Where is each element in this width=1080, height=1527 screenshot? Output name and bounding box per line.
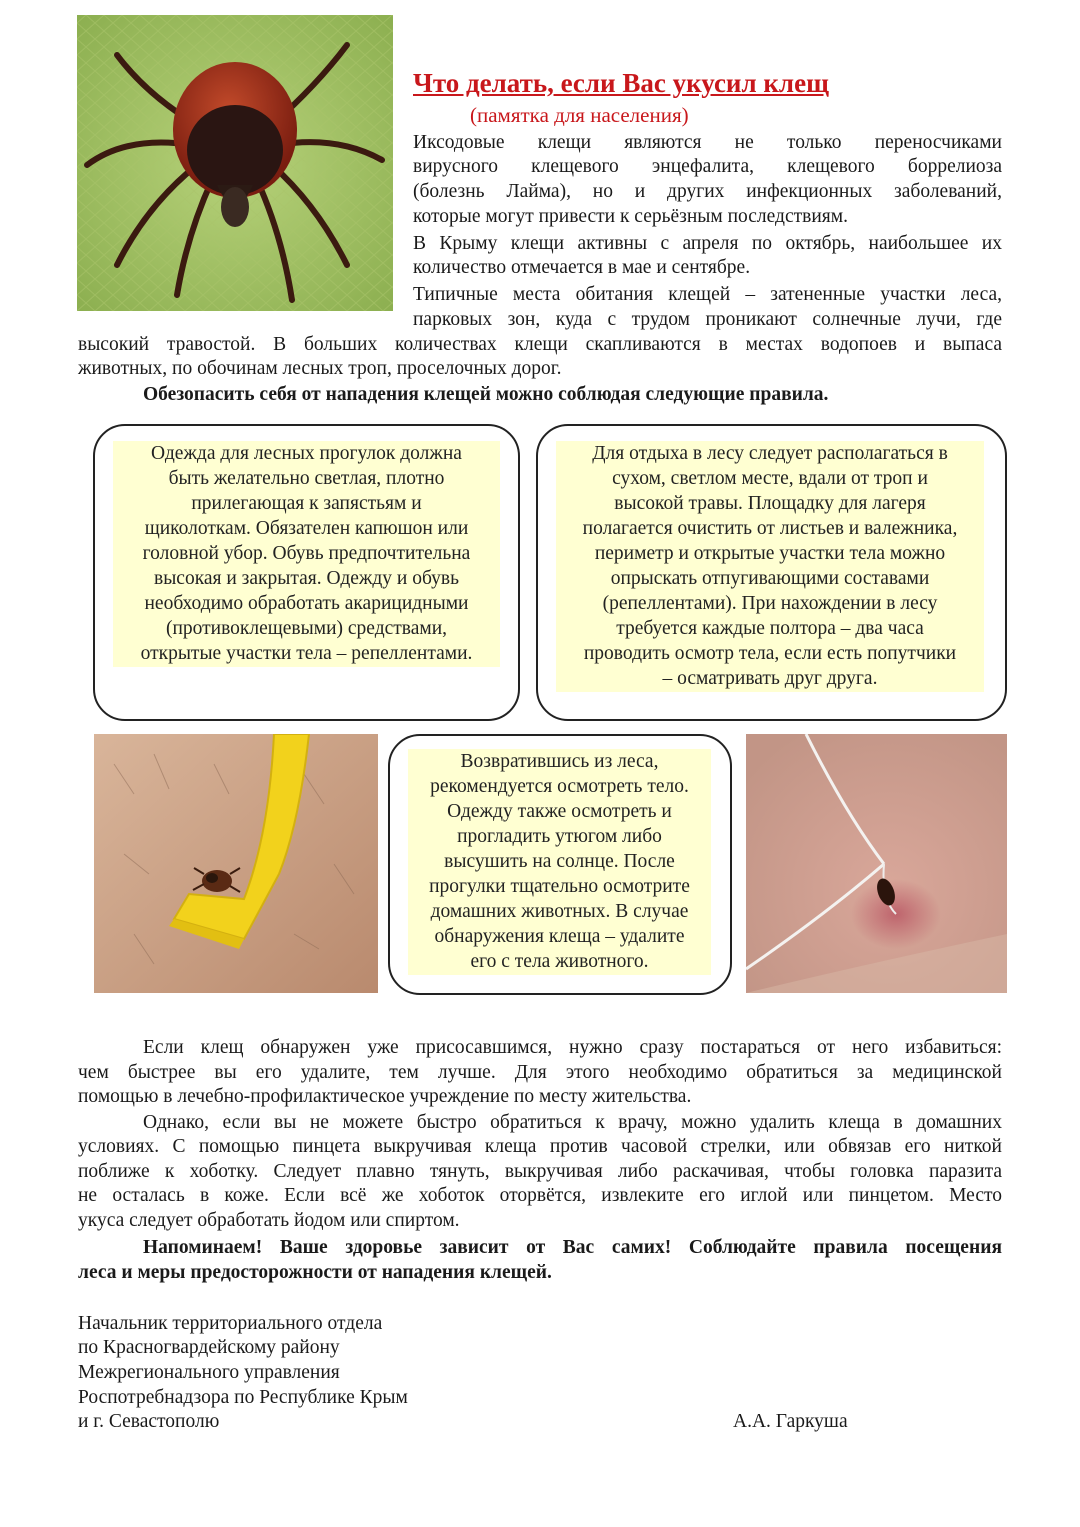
rest-rule-text <box>556 441 984 692</box>
reminder-line: Напоминаем! Ваше здоровье зависит от Вас самих! Соблюдайте правила посещения <box>143 1237 1002 1258</box>
home-line: Однако, если вы не можете быстро обратиться к врачу, можно удалить клеща в домашних <box>143 1112 1002 1133</box>
clothing-line: прилегающая к запястьям и <box>191 493 422 514</box>
return-line: Возвратившись из леса, <box>460 751 659 772</box>
habitat-line: животных, по обочинам лесных троп, проселочных дорог. <box>78 358 562 379</box>
signature-line: Межрегионального управления <box>78 1362 340 1383</box>
crimea-line: количество отмечается в мае и сентябре. <box>413 257 751 278</box>
clothing-line: быть желательно светлая, плотно <box>168 468 445 489</box>
habitat-line: высокий травостой. В больших количествах клещи скапливаются в местах водопоев и выпаса <box>78 334 1002 355</box>
intro-line: (болезнь Лайма), но и других инфекционных заболеваний, <box>413 181 1002 202</box>
page-subtitle: (памятка для населения) <box>470 103 689 127</box>
page-title: Что делать, если Вас укусил клещ <box>413 68 829 98</box>
clothing-line: головной убор. Обувь предпочтительна <box>142 543 471 564</box>
clothing-line: Одежда для лесных прогулок должна <box>151 443 462 464</box>
clothing-line: высокая и закрытая. Одежду и обувь <box>153 568 460 589</box>
rest-line: периметр и открытые участки тела можно <box>594 543 946 564</box>
tick-remover-photo <box>94 734 378 993</box>
clothing-line: необходимо обработать акарицидными <box>144 593 469 614</box>
crimea-line: В Крыму клещи активны с апреля по октябрь, наибольшее их <box>413 233 1002 254</box>
return-line: высушить на солнце. После <box>444 851 675 872</box>
home-line: укуса следует обработать йодом или спиртом. <box>78 1210 460 1231</box>
rest-line: требуется каждые полтора – два часа <box>616 618 924 639</box>
tick-photo <box>77 15 393 311</box>
intro-line: вирусного клещевого энцефалита, клещевого боррелиоза <box>413 156 1002 177</box>
rules-heading: Обезопасить себя от нападения клещей можно соблюдая следующие правила. <box>143 384 829 405</box>
return-line: прогулки тщательно осмотрите <box>429 876 690 897</box>
rest-line: полагается очистить от листьев и валежника, <box>582 518 958 539</box>
clothing-rule-text <box>113 441 500 667</box>
rest-line: сухом, светлом месте, вдали от троп и <box>612 468 928 489</box>
rest-line: опрыскать отпугивающими составами <box>610 568 930 589</box>
intro-line: которые могут привести к серьёзным последствиям. <box>413 206 848 227</box>
habitat-line: Типичные места обитания клещей – затененные участки леса, <box>413 284 1002 305</box>
home-line: не осталась в коже. Если всё же хоботок оторвётся, извлеките его иглой или пинцетом. Место <box>78 1185 1002 1206</box>
signer-name: А.А. Гаркуша <box>733 1411 848 1432</box>
rest-line: проводить осмотр тела, если есть попутчики <box>583 643 957 664</box>
thread-removal-photo <box>746 734 1007 993</box>
rest-line: – осматривать друг друга. <box>662 668 878 689</box>
clothing-line: щиколоткам. Обязателен капюшон или <box>144 518 469 539</box>
return-line: рекомендуется осмотреть тело. <box>430 776 689 797</box>
rest-line: (репеллентами). При нахождении в лесу <box>602 593 938 614</box>
signature-line: и г. Севастополю <box>78 1411 220 1432</box>
signature-line: Роспотребнадзора по Республике Крым <box>78 1387 408 1408</box>
found-line: чем быстрее вы его удалите, тем лучше. Для этого необходимо обратиться за медицинской <box>78 1062 1002 1083</box>
clothing-line: (противоклещевыми) средствами, <box>165 618 448 639</box>
return-line: прогладить утюгом либо <box>457 826 662 847</box>
home-line: условиях. С помощью пинцета выкручивая клеща против часовой стрелки, или обвязав его ниткой <box>78 1136 1002 1157</box>
reminder-line: леса и меры предосторожности от нападения клещей. <box>78 1262 552 1283</box>
return-line: обнаружения клеща – удалите <box>434 926 685 947</box>
clothing-line: открытые участки тела – репеллентами. <box>140 643 473 664</box>
found-line: Если клещ обнаружен уже присосавшимся, нужно сразу постараться от него избавиться: <box>143 1037 1002 1058</box>
found-line: помощью в лечебно-профилактическое учреждение по месту жительства. <box>78 1086 692 1107</box>
habitat-line: парковых зон, куда с трудом проникают солнечные лучи, где <box>413 309 1002 330</box>
home-line: поближе к хоботку. Следует плавно тянуть, выкручивая либо раскачивая, чтобы головка паразита <box>78 1161 1002 1182</box>
rest-line: высокой травы. Площадку для лагеря <box>614 493 926 514</box>
return-line: его с тела животного. <box>470 951 649 972</box>
rest-line: Для отдыха в лесу следует располагаться в <box>592 443 948 464</box>
signature-line: по Красногвардейскому району <box>78 1337 340 1358</box>
return-line: домашних животных. В случае <box>430 901 689 922</box>
signature-line: Начальник территориального отдела <box>78 1313 383 1334</box>
return-rule-text <box>408 749 711 975</box>
intro-line: Иксодовые клещи являются не только переносчиками <box>413 132 1002 153</box>
return-line: Одежду также осмотреть и <box>447 801 672 822</box>
